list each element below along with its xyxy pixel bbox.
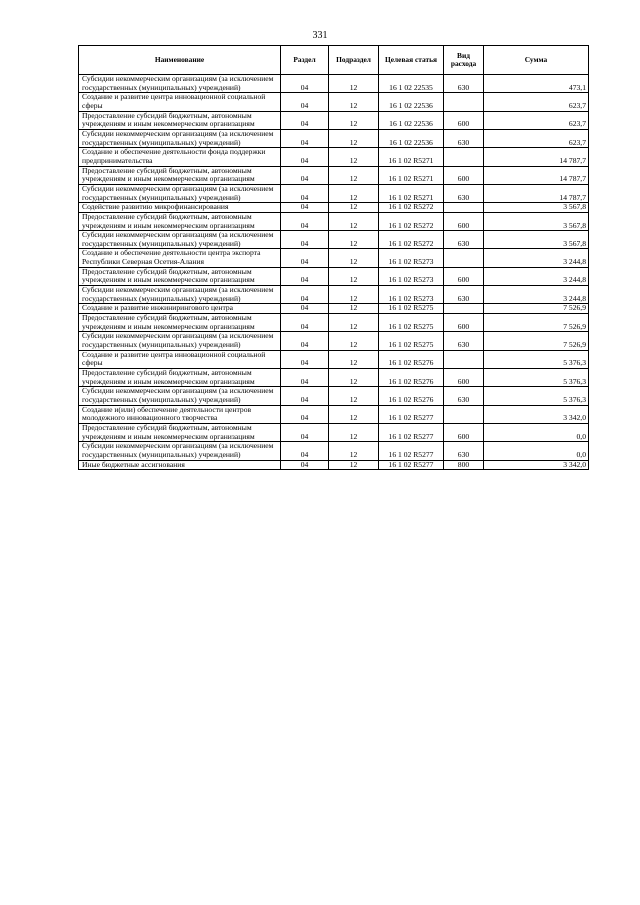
cell-summa: 7 526,9: [484, 314, 589, 332]
table-row: [79, 75, 589, 93]
table-row: [79, 423, 589, 441]
cell-podrazdel: 12: [329, 203, 379, 213]
table-row: [79, 184, 589, 202]
page-number: 331: [312, 30, 328, 41]
table-row: [79, 442, 589, 460]
header-razdel: Раздел: [281, 46, 329, 75]
cell-statya: 16 1 02 R5273: [379, 267, 444, 285]
cell-name: Субсидии некоммерческим организациям (за исключением государственных (муниципальных) учреждений): [79, 75, 281, 93]
cell-razdel: 04: [281, 405, 329, 423]
cell-statya: 16 1 02 R5277: [379, 442, 444, 460]
table-row: [79, 148, 589, 166]
cell-statya: 16 1 02 R5271: [379, 166, 444, 184]
cell-name: Предоставление субсидий бюджетным, автономным учреждениям и иным некоммерческим организациям: [79, 369, 281, 387]
cell-vid: 600: [444, 111, 484, 129]
table-row: [79, 129, 589, 147]
cell-name: Субсидии некоммерческим организациям (за исключением государственных (муниципальных) учреждений): [79, 442, 281, 460]
cell-podrazdel: 12: [329, 166, 379, 184]
cell-razdel: 04: [281, 442, 329, 460]
cell-vid: 630: [444, 442, 484, 460]
cell-vid: 630: [444, 75, 484, 93]
cell-vid: 600: [444, 314, 484, 332]
cell-summa: 623,7: [484, 129, 589, 147]
cell-summa: 14 787,7: [484, 166, 589, 184]
budget-table: [78, 45, 589, 470]
cell-razdel: 04: [281, 166, 329, 184]
cell-podrazdel: 12: [329, 442, 379, 460]
cell-summa: 3 244,8: [484, 286, 589, 304]
cell-name: Субсидии некоммерческим организациям (за исключением государственных (муниципальных) учреждений): [79, 184, 281, 202]
table-row: [79, 460, 589, 470]
cell-razdel: 04: [281, 350, 329, 368]
cell-vid: 600: [444, 267, 484, 285]
cell-podrazdel: 12: [329, 212, 379, 230]
cell-podrazdel: 12: [329, 111, 379, 129]
cell-razdel: 04: [281, 304, 329, 314]
cell-summa: 3 567,8: [484, 231, 589, 249]
cell-statya: 16 1 02 R5272: [379, 212, 444, 230]
table-row: [79, 304, 589, 314]
cell-podrazdel: 12: [329, 249, 379, 267]
header-summa: Сумма: [484, 46, 589, 75]
cell-statya: 16 1 02 R5275: [379, 304, 444, 314]
cell-summa: 3 342,0: [484, 460, 589, 470]
cell-podrazdel: 12: [329, 460, 379, 470]
cell-vid: [444, 93, 484, 111]
cell-summa: 3 567,8: [484, 203, 589, 213]
cell-name: Содействие развитию микрофинансирования: [79, 203, 281, 213]
cell-podrazdel: 12: [329, 405, 379, 423]
cell-name: Создание и развитие центра инновационной социальной сферы: [79, 350, 281, 368]
cell-name: Создание и обеспечение деятельности центра экспорта Республики Северная Осетия-Алания: [79, 249, 281, 267]
cell-name: Создание и обеспечение деятельности фонда поддержки предпринимательства: [79, 148, 281, 166]
cell-name: Предоставление субсидий бюджетным, автономным учреждениям и иным некоммерческим организациям: [79, 212, 281, 230]
header-statya: Целевая статья: [379, 46, 444, 75]
cell-statya: 16 1 02 R5272: [379, 231, 444, 249]
cell-podrazdel: 12: [329, 231, 379, 249]
cell-razdel: 04: [281, 148, 329, 166]
cell-vid: 630: [444, 332, 484, 350]
cell-statya: 16 1 02 R5272: [379, 203, 444, 213]
cell-summa: 473,1: [484, 75, 589, 93]
cell-vid: 600: [444, 166, 484, 184]
cell-name: Субсидии некоммерческим организациям (за исключением государственных (муниципальных) учреждений): [79, 387, 281, 405]
cell-name: Иные бюджетные ассигнования: [79, 460, 281, 470]
cell-razdel: 04: [281, 231, 329, 249]
cell-podrazdel: 12: [329, 184, 379, 202]
cell-podrazdel: 12: [329, 129, 379, 147]
table-row: [79, 249, 589, 267]
table-row: [79, 93, 589, 111]
cell-statya: 16 1 02 R5277: [379, 460, 444, 470]
cell-statya: 16 1 02 22536: [379, 111, 444, 129]
header-vid: Вид расхода: [444, 46, 484, 75]
cell-podrazdel: 12: [329, 423, 379, 441]
cell-summa: 3 342,0: [484, 405, 589, 423]
cell-razdel: 04: [281, 267, 329, 285]
cell-razdel: 04: [281, 387, 329, 405]
cell-summa: 0,0: [484, 442, 589, 460]
cell-name: Создание и развитие инжинирингового центра: [79, 304, 281, 314]
cell-vid: 630: [444, 129, 484, 147]
cell-statya: 16 1 02 R5275: [379, 332, 444, 350]
cell-vid: 630: [444, 387, 484, 405]
table-row: [79, 369, 589, 387]
cell-statya: 16 1 02 R5271: [379, 184, 444, 202]
table-row: [79, 387, 589, 405]
table-row: [79, 405, 589, 423]
cell-razdel: 04: [281, 369, 329, 387]
cell-podrazdel: 12: [329, 286, 379, 304]
table-row: [79, 166, 589, 184]
cell-summa: 3 567,8: [484, 212, 589, 230]
cell-statya: 16 1 02 R5276: [379, 369, 444, 387]
cell-statya: 16 1 02 R5276: [379, 350, 444, 368]
cell-podrazdel: 12: [329, 148, 379, 166]
table-body: [79, 75, 589, 470]
table-row: [79, 212, 589, 230]
cell-podrazdel: 12: [329, 267, 379, 285]
cell-razdel: 04: [281, 423, 329, 441]
cell-name: Субсидии некоммерческим организациям (за исключением государственных (муниципальных) учреждений): [79, 231, 281, 249]
cell-razdel: 04: [281, 129, 329, 147]
cell-statya: 16 1 02 22536: [379, 129, 444, 147]
cell-summa: 3 244,8: [484, 267, 589, 285]
cell-name: Субсидии некоммерческим организациям (за исключением государственных (муниципальных) учреждений): [79, 129, 281, 147]
cell-razdel: 04: [281, 75, 329, 93]
cell-summa: 5 376,3: [484, 350, 589, 368]
cell-name: Создание и развитие центра инновационной социальной сферы: [79, 93, 281, 111]
cell-podrazdel: 12: [329, 350, 379, 368]
cell-summa: 623,7: [484, 111, 589, 129]
table-row: [79, 314, 589, 332]
cell-razdel: 04: [281, 111, 329, 129]
cell-vid: 600: [444, 423, 484, 441]
cell-podrazdel: 12: [329, 332, 379, 350]
cell-podrazdel: 12: [329, 304, 379, 314]
table-header-row: [79, 46, 589, 75]
header-name: Наименование: [79, 46, 281, 75]
cell-podrazdel: 12: [329, 93, 379, 111]
cell-summa: 14 787,7: [484, 184, 589, 202]
cell-statya: 16 1 02 R5277: [379, 405, 444, 423]
cell-statya: 16 1 02 R5271: [379, 148, 444, 166]
cell-vid: 630: [444, 184, 484, 202]
cell-vid: [444, 249, 484, 267]
cell-summa: 0,0: [484, 423, 589, 441]
cell-razdel: 04: [281, 286, 329, 304]
table-row: [79, 111, 589, 129]
cell-summa: 5 376,3: [484, 387, 589, 405]
cell-razdel: 04: [281, 184, 329, 202]
cell-statya: 16 1 02 R5275: [379, 314, 444, 332]
cell-vid: [444, 350, 484, 368]
cell-vid: [444, 203, 484, 213]
header-podrazdel: Подраздел: [329, 46, 379, 75]
cell-summa: 5 376,3: [484, 369, 589, 387]
cell-vid: 600: [444, 212, 484, 230]
cell-summa: 14 787,7: [484, 148, 589, 166]
cell-razdel: 04: [281, 212, 329, 230]
cell-name: Предоставление субсидий бюджетным, автономным учреждениям и иным некоммерческим организациям: [79, 423, 281, 441]
cell-razdel: 04: [281, 93, 329, 111]
cell-statya: 16 1 02 22535: [379, 75, 444, 93]
cell-name: Предоставление субсидий бюджетным, автономным учреждениям и иным некоммерческим организациям: [79, 267, 281, 285]
cell-name: Предоставление субсидий бюджетным, автономным учреждениям и иным некоммерческим организациям: [79, 166, 281, 184]
cell-podrazdel: 12: [329, 314, 379, 332]
cell-summa: 7 526,9: [484, 332, 589, 350]
cell-statya: 16 1 02 22536: [379, 93, 444, 111]
table-row: [79, 203, 589, 213]
cell-name: Предоставление субсидий бюджетным, автономным учреждениям и иным некоммерческим организациям: [79, 111, 281, 129]
cell-statya: 16 1 02 R5276: [379, 387, 444, 405]
cell-vid: [444, 405, 484, 423]
cell-podrazdel: 12: [329, 75, 379, 93]
cell-vid: [444, 148, 484, 166]
table-row: [79, 332, 589, 350]
cell-razdel: 04: [281, 314, 329, 332]
table-row: [79, 267, 589, 285]
cell-statya: 16 1 02 R5273: [379, 249, 444, 267]
cell-vid: 800: [444, 460, 484, 470]
cell-podrazdel: 12: [329, 387, 379, 405]
cell-name: Создание и(или) обеспечение деятельности центров молодежного инновационного творчества: [79, 405, 281, 423]
cell-summa: 7 526,9: [484, 304, 589, 314]
cell-razdel: 04: [281, 203, 329, 213]
cell-name: Субсидии некоммерческим организациям (за исключением государственных (муниципальных) учреждений): [79, 286, 281, 304]
cell-vid: 630: [444, 286, 484, 304]
cell-statya: 16 1 02 R5273: [379, 286, 444, 304]
cell-vid: 600: [444, 369, 484, 387]
cell-statya: 16 1 02 R5277: [379, 423, 444, 441]
cell-podrazdel: 12: [329, 369, 379, 387]
cell-razdel: 04: [281, 249, 329, 267]
cell-vid: [444, 304, 484, 314]
cell-summa: 623,7: [484, 93, 589, 111]
table-row: [79, 350, 589, 368]
cell-razdel: 04: [281, 332, 329, 350]
cell-name: Предоставление субсидий бюджетным, автономным учреждениям и иным некоммерческим организациям: [79, 314, 281, 332]
cell-name: Субсидии некоммерческим организациям (за исключением государственных (муниципальных) учреждений): [79, 332, 281, 350]
cell-vid: 630: [444, 231, 484, 249]
table-row: [79, 286, 589, 304]
table-row: [79, 231, 589, 249]
cell-summa: 3 244,8: [484, 249, 589, 267]
cell-razdel: 04: [281, 460, 329, 470]
